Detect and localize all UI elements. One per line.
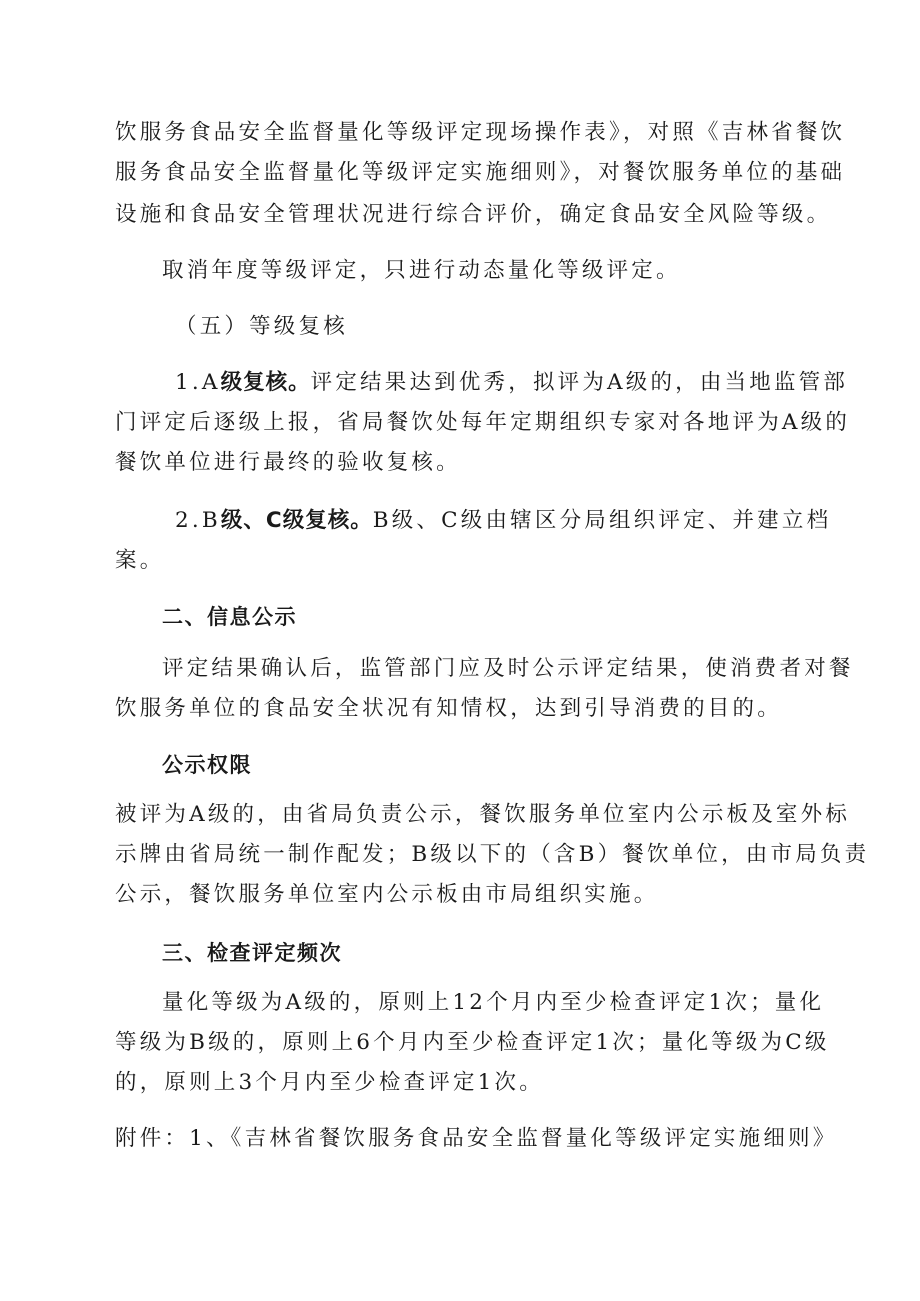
item-a-line (175, 368, 848, 398)
item-text: 评定结果达到优秀，拟评为A级的，由当地监管部 (310, 370, 849, 395)
paragraph-line: 的，原则上3个月内至少检查评定1次。 (115, 1070, 544, 1095)
paragraph-line: 等级为B级的，原则上6个月内至少检查评定1次；量化等级为C级 (115, 1030, 830, 1055)
paragraph-line: 门评定后逐级上报，省局餐饮处每年定期组织专家对各地评为A级的 (115, 410, 851, 435)
paragraph-line: 被评为A级的，由省局负责公示，餐饮服务单位室内公示板及室外标 (115, 802, 851, 827)
paragraph-line: 餐饮单位进行最终的验收复核。 (115, 450, 461, 475)
item-title: 级复核。 (282, 508, 373, 533)
paragraph-line: 设施和食品安全管理状况进行综合评价，确定食品安全风险等级。 (115, 202, 832, 227)
attachment-line: 附件：1、《吉林省餐饮服务食品安全监督量化等级评定实施细则》 (115, 1126, 838, 1151)
section-heading: 三、检查评定频次 (162, 941, 342, 965)
paragraph-line: 量化等级为A级的，原则上12个月内至少检查评定1次；量化 (162, 990, 825, 1015)
paragraph-line: 饮服务单位的食品安全状况有知情权，达到引导消费的目的。 (115, 696, 782, 721)
item-title: 级复核。 (220, 370, 311, 395)
item-title: 级、C (220, 508, 283, 533)
paragraph-line: 案。 (115, 548, 165, 573)
paragraph-line: 公示，餐饮服务单位室内公示板由市局组织实施。 (115, 882, 659, 907)
item-number: 1.A (175, 370, 221, 395)
item-text: B级、C级由辖区分局组织评定、并建立档 (372, 508, 832, 533)
item-b-line (175, 506, 831, 536)
subsection-heading: 公示权限 (162, 753, 252, 777)
section-heading: 二、信息公示 (162, 605, 297, 629)
paragraph-line: 取消年度等级评定，只进行动态量化等级评定。 (162, 258, 681, 283)
item-number: 2.B (175, 508, 221, 533)
paragraph-line: 服务食品安全监督量化等级评定实施细则》，对餐饮服务单位的基础 (115, 160, 846, 185)
paragraph-line: 评定结果确认后，监管部门应及时公示评定结果，使消费者对餐 (162, 656, 854, 681)
paragraph-line: 示牌由省局统一制作配发；B级以下的（含B）餐饮单位，由市局负责 (115, 842, 870, 867)
paragraph-line: 饮服务食品安全监督量化等级评定现场操作表》，对照《吉林省餐饮 (115, 120, 846, 145)
subsection-title: （五）等级复核 (175, 314, 348, 339)
